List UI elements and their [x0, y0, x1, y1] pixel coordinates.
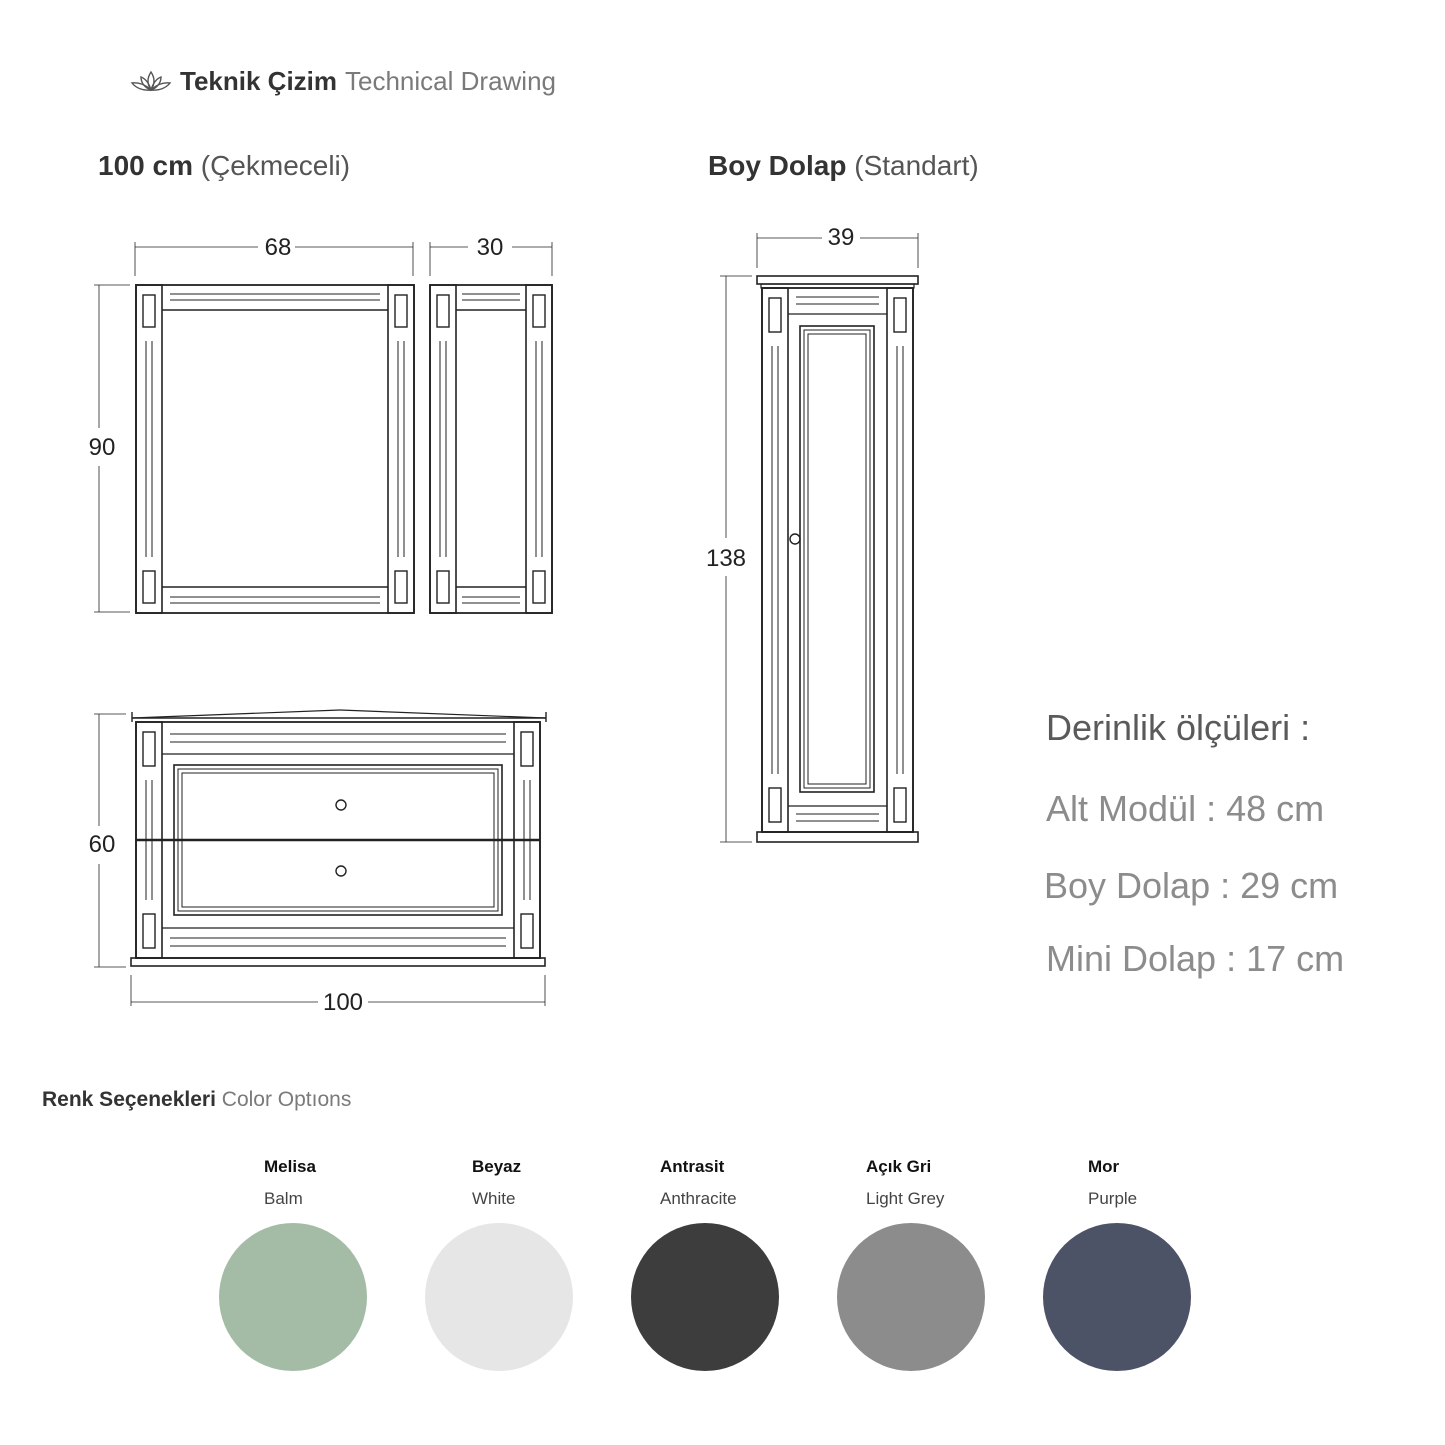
- color-option-antrasit: [660, 1157, 810, 1209]
- colors-heading-en: Color Optıons: [221, 1088, 352, 1111]
- color-name-tr: Melisa: [264, 1157, 316, 1176]
- dim-label-mirror-width: 68: [264, 234, 292, 261]
- color-swatch-melisa: [219, 1223, 367, 1371]
- dim-label-side-width: 30: [476, 234, 504, 261]
- side-cabinet: [430, 285, 552, 613]
- color-swatch-acik-gri: [837, 1223, 985, 1371]
- left-section-variant: (Çekmeceli): [200, 150, 351, 181]
- color-name-en: White: [472, 1189, 516, 1208]
- color-name-en: Anthracite: [660, 1189, 737, 1208]
- right-section-name: Boy Dolap: [708, 150, 847, 181]
- tall-cabinet: [757, 276, 918, 842]
- color-option-beyaz: [472, 1157, 622, 1209]
- color-name-en: Purple: [1088, 1189, 1138, 1208]
- color-swatch-beyaz: [425, 1223, 573, 1371]
- color-name-tr: Açık Gri: [866, 1157, 932, 1176]
- left-section-size: 100 cm: [98, 150, 193, 181]
- colors-heading-tr: Renk Seçenekleri: [42, 1088, 216, 1111]
- color-name-en: Light Grey: [866, 1189, 945, 1208]
- dim-label-upper-height: 90: [88, 434, 116, 461]
- right-section-variant: (Standart): [854, 150, 979, 181]
- color-option-mor: [1088, 1157, 1238, 1209]
- color-name-tr: Mor: [1088, 1157, 1120, 1176]
- color-swatch-mor: [1043, 1223, 1191, 1371]
- dim-label-base-width: 100: [322, 989, 364, 1016]
- base-cabinet: [131, 710, 546, 966]
- mirror-cabinet: [136, 285, 414, 613]
- door-knob: [790, 534, 800, 544]
- dim-label-tall-height: 138: [705, 545, 747, 572]
- depth-row-boy-dolap: Boy Dolap : 29 cm: [1044, 865, 1339, 906]
- drawer-knob: [336, 866, 346, 876]
- drawer-knob: [336, 800, 346, 810]
- header-title: Teknik Çizim: [180, 66, 338, 96]
- header-subtitle: Technical Drawing: [345, 66, 556, 96]
- color-swatch-antrasit: [631, 1223, 779, 1371]
- colors-heading: [42, 1088, 351, 1112]
- color-name-tr: Beyaz: [472, 1157, 522, 1176]
- depth-row-mini-dolap: Mini Dolap : 17 cm: [1046, 938, 1345, 979]
- color-name-tr: Antrasit: [660, 1157, 725, 1176]
- depth-row-alt-modul: Alt Modül : 48 cm: [1046, 788, 1325, 829]
- dim-label-base-height: 60: [88, 831, 116, 858]
- depth-title: Derinlik ölçüleri :: [1046, 707, 1311, 748]
- color-option-acik-gri: [866, 1157, 1016, 1209]
- color-option-melisa: [264, 1157, 414, 1209]
- color-name-en: Balm: [264, 1189, 303, 1208]
- dim-label-tall-width: 39: [827, 224, 855, 251]
